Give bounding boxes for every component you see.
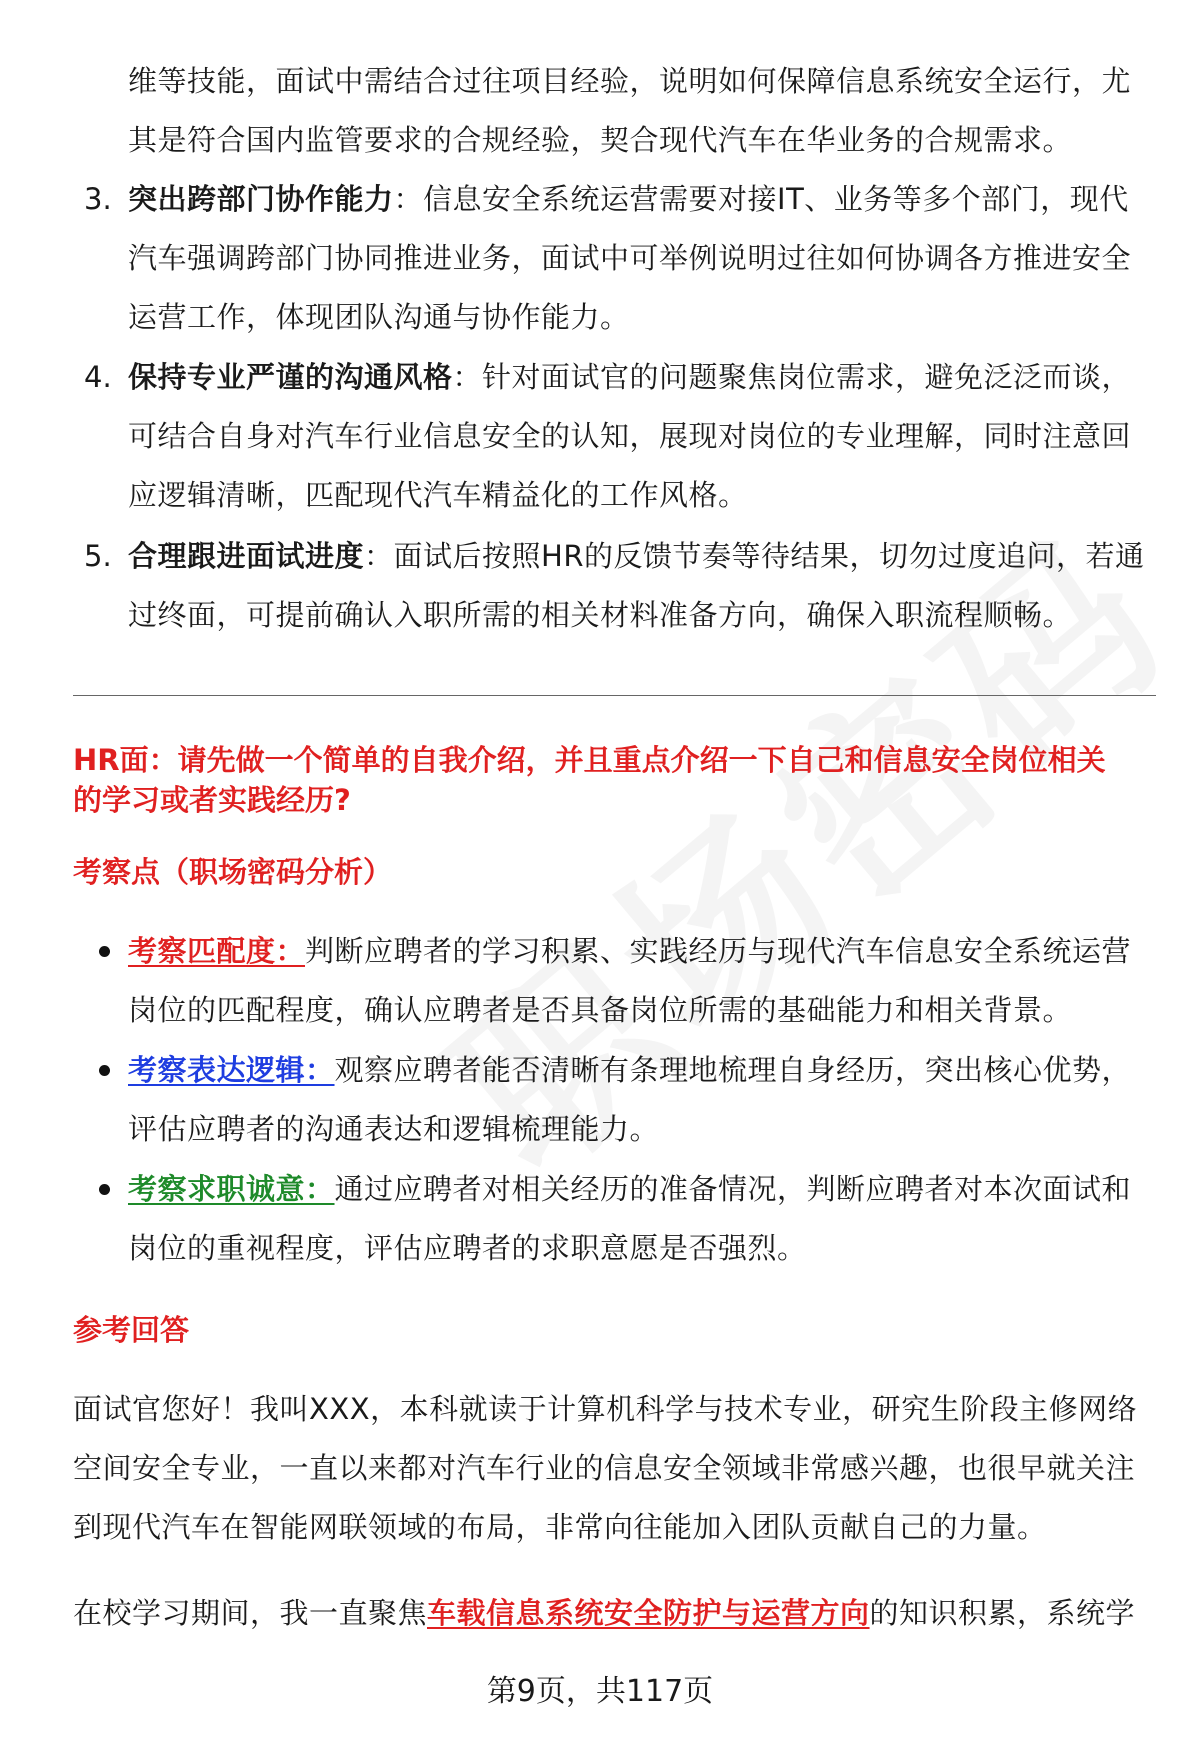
answer-p2-highlight: 车载信息系统安全防护与运营方向	[427, 1596, 870, 1630]
list-item-5-line-2: 过终面，可提前确认入职所需的相关材料准备方向，确保入职流程顺畅。	[128, 598, 1073, 632]
bullet-1-text: 判断应聘者的学习积累、实践经历与现代汽车信息安全系统运营	[305, 934, 1132, 968]
list-item-4-number: 4.	[84, 360, 112, 394]
question-line-1: HR面：请先做一个简单的自我介绍，并且重点介绍一下自己和信息安全岗位相关	[73, 743, 1106, 777]
bullet-3-line-2: 岗位的重视程度，评估应聘者的求职意愿是否强烈。	[128, 1231, 807, 1265]
bullet-dot-1	[99, 946, 110, 957]
section-divider	[73, 695, 1156, 696]
answer-p2-prefix: 在校学习期间，我一直聚焦	[73, 1596, 428, 1630]
list-item-4-line-3: 应逻辑清晰，匹配现代汽车精益化的工作风格。	[128, 478, 748, 512]
bullet-2-text: 观察应聘者能否清晰有条理地梳理自身经历，突出核心优势，	[334, 1053, 1132, 1087]
list-item-5-number: 5.	[84, 539, 112, 573]
answer-paragraph-2-line-1	[73, 1584, 1135, 1643]
list-item-2-continuation-line-2: 其是符合国内监管要求的合规经验，契合现代汽车在华业务的合规需求。	[128, 123, 1073, 157]
list-item-5-title: 合理跟进面试进度	[128, 539, 365, 573]
answer-paragraph-1-line-2: 空间安全专业，一直以来都对汽车行业的信息安全领域非常感兴趣，也很早就关注	[73, 1451, 1136, 1485]
bullet-dot-2	[99, 1065, 110, 1076]
bullet-2-line-2: 评估应聘者的沟通表达和逻辑梳理能力。	[128, 1112, 660, 1146]
bullet-1-line-1	[128, 922, 1131, 981]
list-item-4-line-2: 可结合自身对汽车行业信息安全的认知，展现对岗位的专业理解，同时注意回	[128, 419, 1132, 453]
page-footer: 第9页，共117页	[486, 1674, 714, 1709]
bullet-1-label: 考察匹配度：	[128, 934, 306, 968]
list-item-4-title: 保持专业严谨的沟通风格	[128, 360, 453, 394]
analysis-heading: 考察点（职场密码分析）	[73, 855, 393, 889]
answer-paragraph-1-line-1: 面试官您好！我叫XXX，本科就读于计算机科学与技术专业，研究生阶段主修网络	[73, 1392, 1138, 1426]
list-item-2-continuation-line-1: 维等技能，面试中需结合过往项目经验，说明如何保障信息系统安全运行，尤	[128, 64, 1132, 98]
bullet-2-label: 考察表达逻辑：	[128, 1053, 335, 1087]
list-item-3-number: 3.	[84, 182, 112, 216]
bullet-3-label: 考察求职诚意：	[128, 1172, 335, 1206]
list-item-3-text: ：信息安全系统运营需要对接IT、业务等多个部门，现代	[393, 182, 1129, 216]
bullet-1-line-2: 岗位的匹配程度，确认应聘者是否具备岗位所需的基础能力和相关背景。	[128, 993, 1073, 1027]
list-item-4-line-1	[128, 348, 1131, 407]
list-item-3-line-1	[128, 170, 1129, 229]
list-item-3-line-2: 汽车强调跨部门协同推进业务，面试中可举例说明过往如何协调各方推进安全	[128, 241, 1132, 275]
list-item-5-text: ：面试后按照HR的反馈节奏等待结果，切勿过度追问，若通	[364, 539, 1145, 573]
answer-heading: 参考回答	[73, 1313, 190, 1347]
answer-p2-suffix: 的知识积累，系统学	[869, 1596, 1136, 1630]
bullet-2-line-1	[128, 1041, 1131, 1100]
list-item-4-text: ：针对面试官的问题聚焦岗位需求，避免泛泛而谈，	[452, 360, 1132, 394]
list-item-5-line-1	[128, 527, 1144, 586]
bullet-3-line-1	[128, 1160, 1131, 1219]
bullet-3-text: 通过应聘者对相关经历的准备情况，判断应聘者对本次面试和	[334, 1172, 1132, 1206]
list-item-3-title: 突出跨部门协作能力	[128, 182, 394, 216]
list-item-3-line-3: 运营工作，体现团队沟通与协作能力。	[128, 300, 630, 334]
question-line-2: 的学习或者实践经历?	[73, 783, 351, 817]
bullet-dot-3	[99, 1184, 110, 1195]
answer-paragraph-1-line-3: 到现代汽车在智能网联领域的布局，非常向往能加入团队贡献自己的力量。	[73, 1510, 1047, 1544]
